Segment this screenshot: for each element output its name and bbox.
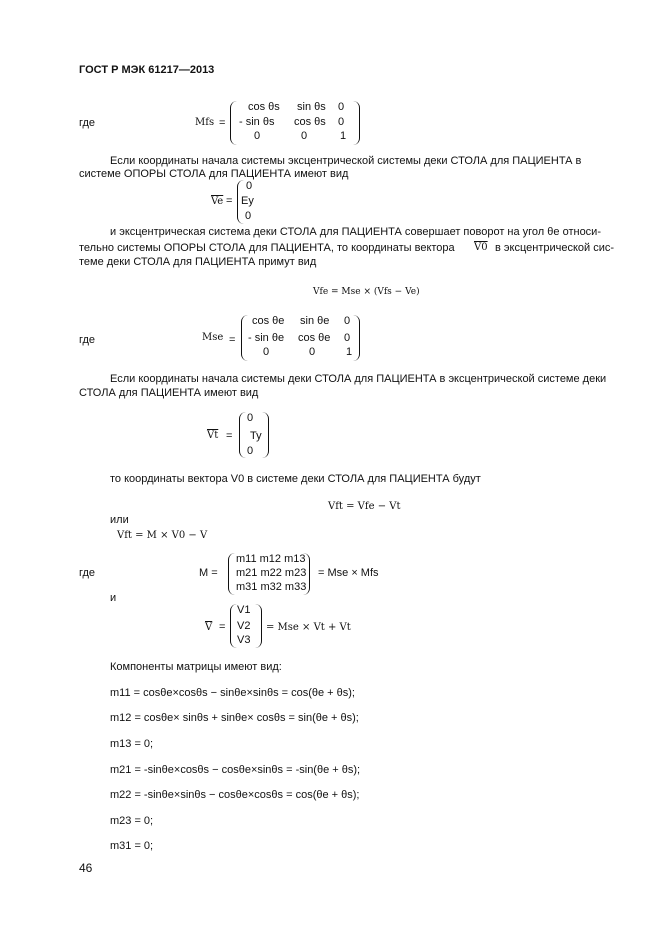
matrix-mfs xyxy=(230,101,360,145)
component-line: m23 = 0; xyxy=(110,815,154,827)
equals-sign: = xyxy=(229,334,236,346)
vector-lhs-ve: $\overline{Ve}$ xyxy=(211,196,224,207)
matrix-mse xyxy=(241,315,360,361)
matrix-cell: 0 xyxy=(254,130,261,142)
matrix-cell: 0 xyxy=(338,101,345,113)
component-line: m11 = cosθe×cosθs − sinθe×sinθs = cos(θe + θs); xyxy=(110,687,355,699)
vector-v0: V0 xyxy=(474,242,488,253)
matrix-cell: sin θe xyxy=(300,315,330,327)
component-line: m21 = -sinθe×cosθs − cosθe×sinθs = -sin(θe + θs); xyxy=(110,764,361,776)
matrix-cell: cos θe xyxy=(252,315,285,327)
page-number: 46 xyxy=(79,861,93,875)
paragraph-line: теме деки СТОЛА для ПАЦИЕНТА примут вид xyxy=(79,256,317,268)
vector-cell: V2 xyxy=(237,620,251,632)
vector-lhs-vt: $\overline{Vt}$ xyxy=(207,430,219,441)
matrix-lhs-m: M = xyxy=(199,567,218,579)
equals-sign: = xyxy=(226,430,233,442)
formula-vft-alt: Vft = M × V0 − V xyxy=(117,530,208,541)
vector-cell: 0 xyxy=(247,412,254,424)
matrix-cell: cos θs xyxy=(248,101,280,113)
where-label: где xyxy=(79,117,96,129)
formula-vft: Vft = Vfe − Vt xyxy=(328,501,401,512)
matrix-m xyxy=(228,553,310,595)
matrix-lhs-mse: Mse xyxy=(202,332,224,343)
vector-v-rhs: = Mse × Vt + Vt xyxy=(266,622,351,633)
matrix-row: m11 m12 m13 xyxy=(236,553,306,565)
paragraph-line: то координаты вектора V0 в системе деки СТОЛА для ПАЦИЕНТА будут xyxy=(110,473,481,485)
matrix-cell: sin θs xyxy=(297,101,326,113)
matrix-cell: 1 xyxy=(340,130,347,142)
matrix-cell: 1 xyxy=(346,346,353,358)
component-line: m22 = -sinθe×sinθs − cosθe×cosθs = cos(θe + θs); xyxy=(110,789,360,801)
vector-cell: Ty xyxy=(250,430,262,442)
where-label: где xyxy=(79,567,96,579)
vector-cell: V1 xyxy=(237,604,251,616)
matrix-cell: 0 xyxy=(301,130,308,142)
vector-cell: 0 xyxy=(245,210,252,222)
matrix-cell: cos θe xyxy=(298,332,331,344)
paragraph-line: Если координаты начала системы деки СТОЛА для ПАЦИЕНТА в эксцентрической системе деки xyxy=(110,373,607,385)
and-label: и xyxy=(110,592,117,604)
components-title: Компоненты матрицы имеют вид: xyxy=(110,661,282,673)
vector-cell: 0 xyxy=(247,445,254,457)
vector-cell: V3 xyxy=(237,634,251,646)
matrix-m-rhs: = Mse × Mfs xyxy=(318,567,379,579)
where-label: где xyxy=(79,334,96,346)
vector-vt xyxy=(239,412,269,458)
matrix-cell: 0 xyxy=(344,315,351,327)
vector-v xyxy=(230,604,262,648)
matrix-cell: 0 xyxy=(263,346,270,358)
paragraph-line: в эксцентрической сис- xyxy=(495,242,615,254)
paragraph-line: и эксцентрическая система деки СТОЛА для ПАЦИЕНТА совершает поворот на угол θe относи- xyxy=(110,226,601,238)
component-line: m31 = 0; xyxy=(110,840,154,852)
matrix-lhs-mfs: Mfs xyxy=(195,117,215,128)
equals-sign: = xyxy=(219,117,226,129)
matrix-cell: cos θs xyxy=(294,116,326,128)
matrix-cell: - sin θe xyxy=(248,332,285,344)
vector-lhs-v: $\overline{V}$ xyxy=(205,622,213,633)
matrix-cell: - sin θs xyxy=(239,116,275,128)
paragraph-line: СТОЛА для ПАЦИЕНТА имеют вид xyxy=(79,387,259,399)
vector-cell: Ey xyxy=(241,195,254,207)
equals-sign: = xyxy=(226,195,233,207)
matrix-cell: 0 xyxy=(344,332,351,344)
component-line: m13 = 0; xyxy=(110,738,154,750)
matrix-row: m31 m32 m33 xyxy=(236,581,307,593)
component-line: m12 = cosθe× sinθs + sinθe× cosθs = sin(θe + θs); xyxy=(110,712,359,724)
vector-cell: 0 xyxy=(246,180,253,192)
document-header: ГОСТ Р МЭК 61217—2013 xyxy=(79,64,215,76)
formula-vfe: Vfe = Mse × (Vfs − Ve) xyxy=(313,287,420,297)
matrix-cell: 0 xyxy=(309,346,316,358)
matrix-row: m21 m22 m23 xyxy=(236,567,307,579)
equals-sign: = xyxy=(219,621,226,633)
or-label: или xyxy=(110,514,129,526)
paragraph-line: системе ОПОРЫ СТОЛА для ПАЦИЕНТА имеют вид xyxy=(79,168,349,180)
paragraph-line: Если координаты начала системы эксцентрической системы деки СТОЛА для ПАЦИЕНТА в xyxy=(110,155,582,167)
vector-ve xyxy=(237,180,262,224)
matrix-cell: 0 xyxy=(338,116,345,128)
paragraph-line: тельно системы ОПОРЫ СТОЛА для ПАЦИЕНТА, то координаты вектора xyxy=(79,242,455,254)
